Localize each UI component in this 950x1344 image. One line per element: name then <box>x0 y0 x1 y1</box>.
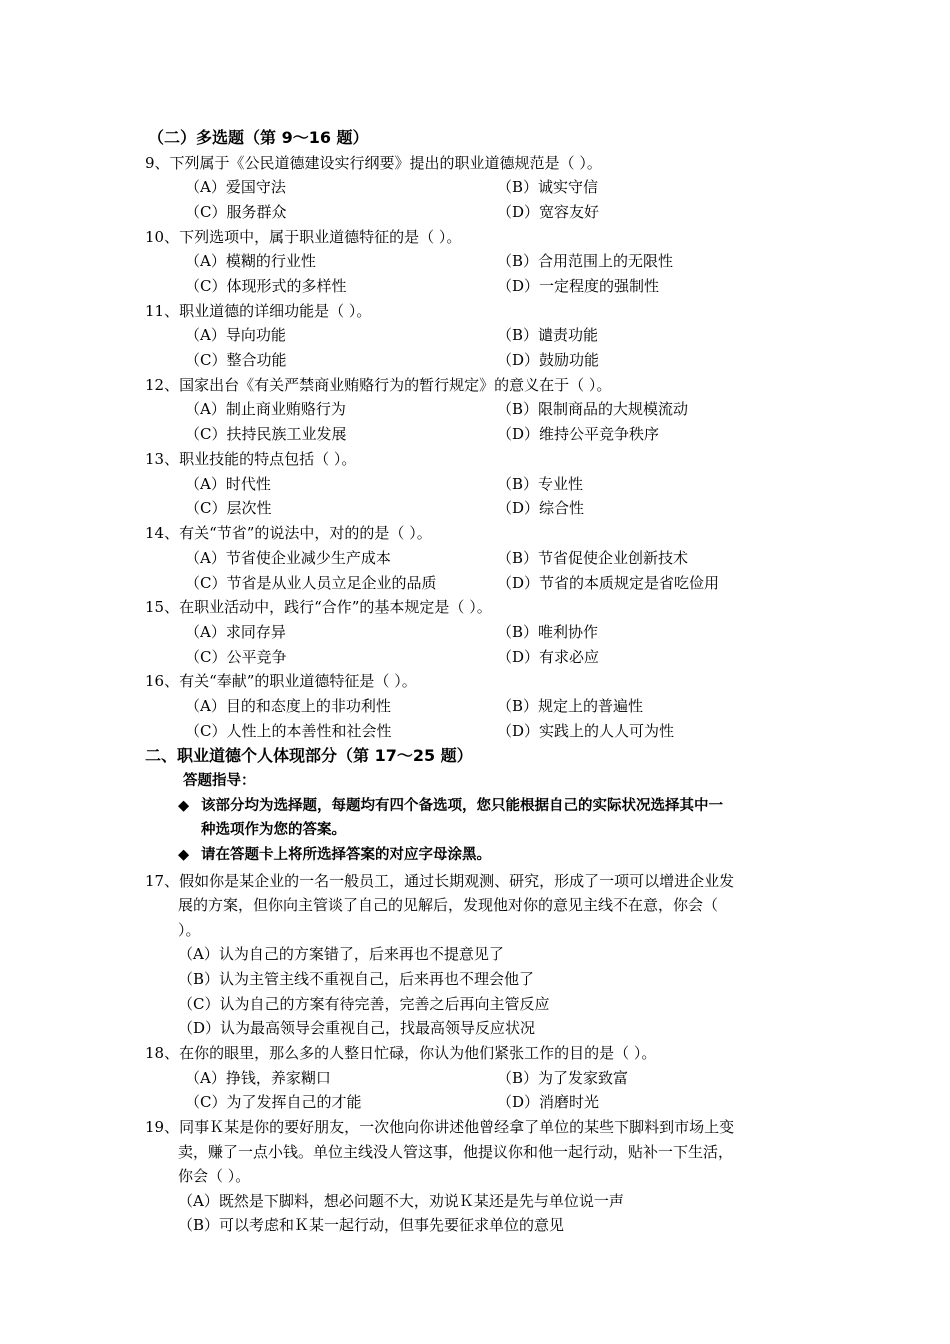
question-13-option-b: （B）专业性 <box>497 475 584 493</box>
question-16-option-b: （B）规定上的普遍性 <box>497 697 644 715</box>
question-16-stem: 16、有关“奉献”的职业道德特征是（ ）。 <box>145 672 417 690</box>
question-12-option-a: （A）制止商业贿赂行为 <box>185 400 346 418</box>
question-11-stem: 11、职业道德的详细功能是（ ）。 <box>145 302 372 320</box>
question-11-option-a: （A）导向功能 <box>185 326 286 344</box>
question-13-option-a: （A）时代性 <box>185 475 271 493</box>
question-17-option-a: （A）认为自己的方案错了，后来再也不提意见了 <box>178 945 504 963</box>
question-11-option-b: （B）谴责功能 <box>497 326 599 344</box>
question-10-stem: 10、下列选项中，属于职业道德特征的是（ ）。 <box>145 228 462 246</box>
question-11-option-c: （C）整合功能 <box>185 351 287 369</box>
question-13-option-d: （D）综合性 <box>497 499 585 517</box>
question-15-option-b: （B）唯利协作 <box>497 623 599 641</box>
question-9-option-b: （B）诚实守信 <box>497 178 599 196</box>
question-19-line-3: 你会（ ）。 <box>178 1167 251 1185</box>
question-15-stem: 15、在职业活动中，践行“合作”的基本规定是（ ）。 <box>145 598 492 616</box>
question-19-line-1: 19、同事Ｋ某是你的要好朋友，一次他向你讲述他曾经拿了单位的某些下脚料到市场上变 <box>145 1118 735 1136</box>
question-17-line-3: ）。 <box>178 921 201 939</box>
question-19-option-a: （A）既然是下脚料，想必问题不大，劝说Ｋ某还是先与单位说一声 <box>178 1192 624 1210</box>
question-11-option-d: （D）鼓励功能 <box>497 351 600 369</box>
question-18-option-c: （C）为了发挥自己的才能 <box>185 1093 362 1111</box>
question-14-option-d: （D）节省的本质规定是省吃俭用 <box>497 574 720 592</box>
section-heading-multi-choice: （二）多选题（第 9～16 题） <box>148 128 369 147</box>
question-14-option-b: （B）节省促使企业创新技术 <box>497 549 689 567</box>
section-heading-personal: 二、职业道德个人体现部分（第 17～25 题） <box>145 746 473 765</box>
question-16-option-a: （A）目的和态度上的非功利性 <box>185 697 391 715</box>
question-17-line-2: 展的方案，但你向主管谈了自己的见解后，发现他对你的意见主线不在意，你会（ <box>178 896 719 914</box>
question-9-stem: 9、下列属于《公民道德建设实行纲要》提出的职业道德规范是（ ）。 <box>145 154 602 172</box>
question-18-option-d: （D）消磨时光 <box>497 1093 600 1111</box>
diamond-bullet-icon: ◆ <box>178 798 190 814</box>
question-15-option-d: （D）有求必应 <box>497 648 600 666</box>
question-17-option-b: （B）认为主管主线不重视自己，后来再也不理会他了 <box>178 970 535 988</box>
question-18-stem: 18、在你的眼里，那么多的人整日忙碌，你认为他们紧张工作的目的是（ ）。 <box>145 1044 657 1062</box>
question-12-stem: 12、国家出台《有关严禁商业贿赂行为的暂行规定》的意义在于（ ）。 <box>145 376 612 394</box>
question-14-option-a: （A）节省使企业减少生产成本 <box>185 549 391 567</box>
question-19-line-2: 卖，赚了一点小钱。单位主线没人管这事，他提议你和他一起行动，贴补一下生活， <box>178 1143 734 1161</box>
question-17-option-c: （C）认为自己的方案有待完善，完善之后再向主管反应 <box>178 995 550 1013</box>
question-18-option-a: （A）挣钱，养家糊口 <box>185 1069 331 1087</box>
question-17-option-d: （D）认为最高领导会重视自己，找最高领导反应状况 <box>178 1019 536 1037</box>
question-17-line-1: 17、假如你是某企业的一名一般员工，通过长期观测、研究，形成了一项可以增进企业发 <box>145 872 735 890</box>
question-19-option-b: （B）可以考虑和Ｋ某一起行动，但事先要征求单位的意见 <box>178 1216 565 1234</box>
question-10-option-d: （D）一定程度的强制性 <box>497 277 660 295</box>
question-9-option-d: （D）宽容友好 <box>497 203 600 221</box>
diamond-bullet-icon: ◆ <box>178 847 190 863</box>
question-15-option-a: （A）求同存异 <box>185 623 286 641</box>
question-12-option-d: （D）维持公平竞争秩序 <box>497 425 660 443</box>
question-13-stem: 13、职业技能的特点包括（ ）。 <box>145 450 357 468</box>
question-13-option-c: （C）层次性 <box>185 499 272 517</box>
question-10-option-b: （B）合用范围上的无限性 <box>497 252 674 270</box>
question-16-option-c: （C）人性上的本善性和社会性 <box>185 722 392 740</box>
question-9-option-a: （A）爱国守法 <box>185 178 286 196</box>
question-15-option-c: （C）公平竞争 <box>185 648 287 666</box>
guide-bullet-2-line-1: 请在答题卡上将所选择答案的对应字母涂黑。 <box>201 847 491 863</box>
guide-bullet-2 <box>178 843 189 867</box>
question-10-option-a: （A）模糊的行业性 <box>185 252 316 270</box>
guide-bullet-1-line-1: 该部分均为选择题，每题均有四个备选项，您只能根据自己的实际状况选择其中一 <box>201 798 723 814</box>
question-14-stem: 14、有关“节省”的说法中，对的的是（ ）。 <box>145 524 432 542</box>
question-18-option-b: （B）为了发家致富 <box>497 1069 629 1087</box>
question-16-option-d: （D）实践上的人人可为性 <box>497 722 675 740</box>
answer-guide-label: 答题指导： <box>183 773 256 789</box>
question-10-option-c: （C）体现形式的多样性 <box>185 277 347 295</box>
question-12-option-b: （B）限制商品的大规模流动 <box>497 400 689 418</box>
question-12-option-c: （C）扶持民族工业发展 <box>185 425 347 443</box>
question-9-option-c: （C）服务群众 <box>185 203 287 221</box>
guide-bullet-1 <box>178 794 189 818</box>
question-14-option-c: （C）节省是从业人员立足企业的品质 <box>185 574 437 592</box>
guide-bullet-1-line-2: 种选项作为您的答案。 <box>201 822 346 838</box>
